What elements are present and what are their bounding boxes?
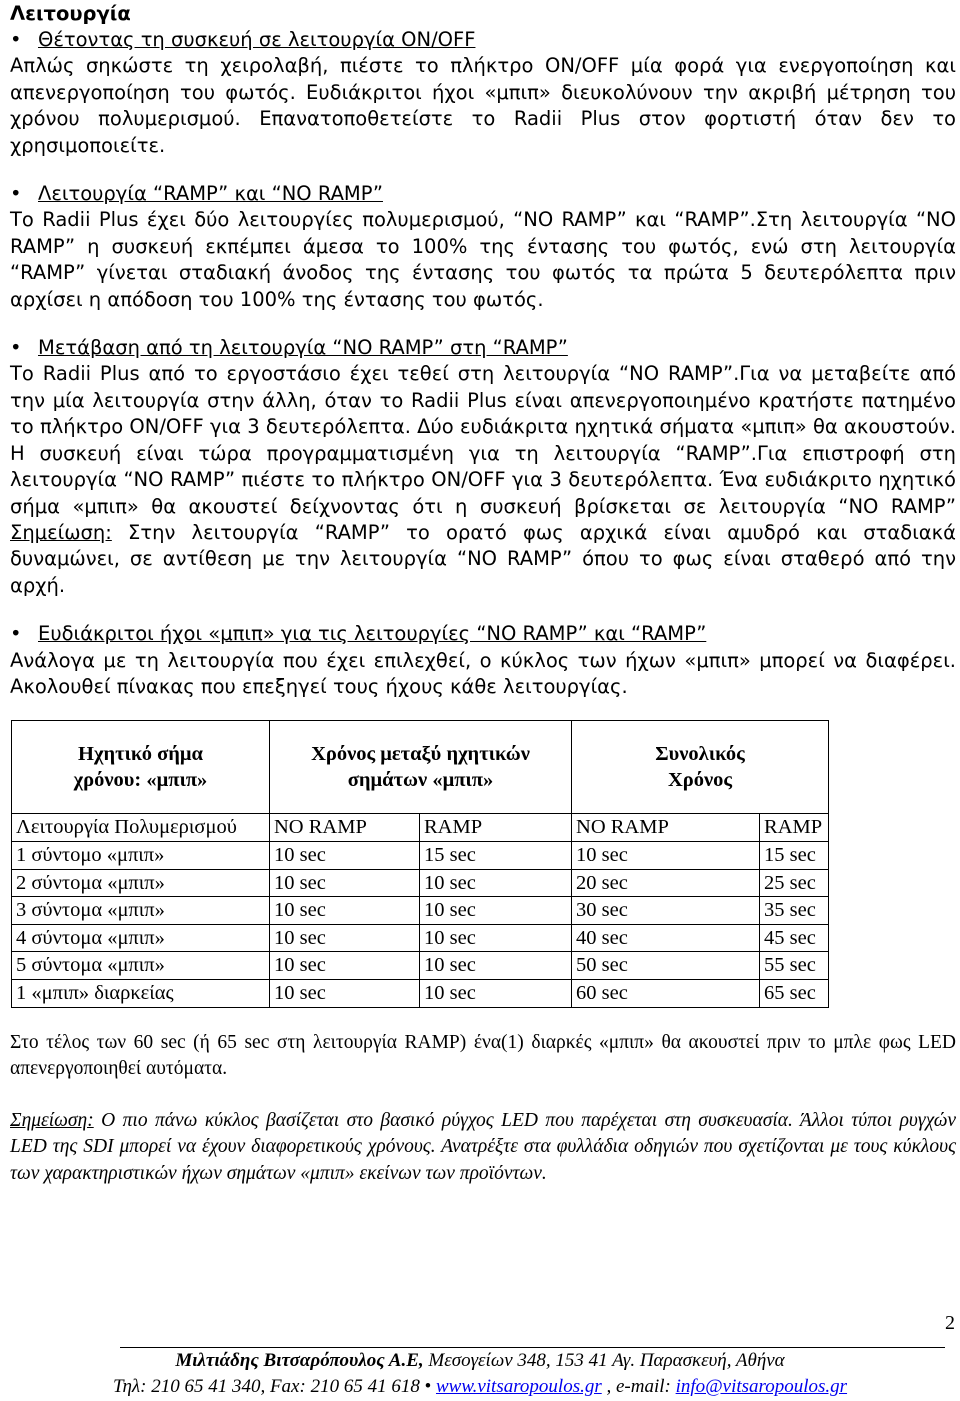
table-row <box>12 897 829 925</box>
table-cell: 15 sec <box>760 841 829 869</box>
switch-mode-heading: Μετάβαση από τη λειτουργία “NO RAMP” στη “RAMP” <box>38 336 568 360</box>
table-cell: 15 sec <box>420 841 572 869</box>
footer-email-label: , e-mail: <box>601 1376 676 1397</box>
footer-contacts <box>0 1376 960 1398</box>
footer-address <box>0 1350 960 1372</box>
switch-mode-text-a: Το Radii Plus από το εργοστάσιο έχει τεθεί στη λειτουργία “NO RAMP”.Για να μεταβείτε από την μία λειτουργία στην άλλη, όταν το Radii Plus είναι απενεργοποιημένο κρατήστε πατημένο το πλήκτρο ON/OFF για 3 δευτερόλεπτα. Δύο ευδιάκριτα ηχητικά σήματα «μπιπ» θα ακουστούν. Η συσκευή είναι τώρα προγραμματισμένη για τη λειτουργία “RAMP”.Για επιστροφή στη λειτουργία “NO RAMP” πιέστε το πλήκτρο ON/OFF για 3 δευτερόλεπτα. Ένα ευδιάκριτο ηχητικό σήμα «μπιπ» θα ακουστεί δείχνοντας ότι η συσκευή βρίσκεται σε λειτουργία “NO RAMP” <box>10 362 956 518</box>
footer-address-text: Μεσογείων 348, 153 41 Αγ. Παρασκευή, Αθήνα <box>423 1350 785 1371</box>
footer-divider <box>120 1347 945 1348</box>
table-cell: 4 σύντομα «μπιπ» <box>12 924 270 952</box>
onoff-heading: Θέτοντας τη συσκευή σε λειτουργία ON/OFF <box>38 28 476 51</box>
beeps-body: Ανάλογα με τη λειτουργία που έχει επιλεχθεί, ο κύκλος των ήχων «μπιπ» μπορεί να διαφέρει. Ακολουθεί πίνακας που επεξηγεί τους ήχους κάθε λειτουργίας. <box>10 648 956 698</box>
table-cell: 50 sec <box>572 952 760 980</box>
bullet-marker: • <box>10 182 22 206</box>
note-paragraph <box>10 1108 956 1188</box>
bullet-marker: • <box>10 622 22 646</box>
table-cell: 10 sec <box>420 924 572 952</box>
beeps-heading: Ευδιάκριτοι ήχοι «μπιπ» για τις λειτουργίες “NO RAMP” και “RAMP” <box>38 622 707 646</box>
table-cell: 10 sec <box>420 869 572 897</box>
bullet-onoff <box>10 27 956 53</box>
table-cell: 10 sec <box>420 952 572 980</box>
table-cell: 3 σύντομα «μπιπ» <box>12 897 270 925</box>
table-cell: 10 sec <box>270 841 420 869</box>
table-cell: 2 σύντομα «μπιπ» <box>12 869 270 897</box>
table-cell: 35 sec <box>760 897 829 925</box>
table-row <box>12 979 829 1007</box>
table-cell: 40 sec <box>572 924 760 952</box>
page-number: 2 <box>945 1312 955 1334</box>
bullet-beeps <box>10 621 956 647</box>
switch-mode-note-label: Σημείωση: <box>10 520 112 544</box>
bullet-marker: • <box>10 28 22 51</box>
email-link[interactable]: info@vitsaropoulos.gr <box>675 1376 848 1397</box>
table-cell: RAMP <box>760 814 829 842</box>
footer-company: Μιλτιάδης Βιτσαρόπουλος Α.Ε, <box>175 1350 424 1371</box>
table-cell: 10 sec <box>572 841 760 869</box>
switch-mode-text-b: Στην λειτουργία “RAMP” το ορατό φως αρχικά είναι αμυδρό και σταδιακά δυναμώνει, σε αντίθεση με την λειτουργία “NO RAMP” όπου το φως είναι σταθερό από την αρχή. <box>10 520 956 597</box>
table-header-total: Συνολικός Χρόνος <box>572 721 829 814</box>
table-header-beep: Ηχητικό σήμα χρόνου: «μπιπ» <box>12 721 270 814</box>
switch-mode-body <box>10 361 956 599</box>
table-header-interval: Χρόνος μεταξύ ηχητικών σημάτων «μπιπ» <box>270 721 572 814</box>
table-cell: 10 sec <box>270 979 420 1007</box>
footer-phone: Τηλ: 210 65 41 340, Fax: 210 65 41 618 <box>112 1376 425 1397</box>
table-cell: 10 sec <box>270 897 420 925</box>
table-row <box>12 841 829 869</box>
section-title: Λειτουργία <box>10 2 131 25</box>
table-cell: RAMP <box>420 814 572 842</box>
table-row <box>12 952 829 980</box>
bullet-switch-mode <box>10 335 956 361</box>
note-body: Ο πιο πάνω κύκλος βασίζεται στο βασικό ρύγχος LED που παρέχεται στη συσκευασία. Άλλοι τύποι ρυγχών LED της SDI μπορεί να έχουν διαφορετικούς χρόνους. Ανατρέξτε στα φυλλάδια οδηγιών που σχετίζονται με τους κύκλους των χαρακτηριστικών ήχων σημάτων «μπιπ» εκείνων των προϊόντων. <box>10 1109 956 1184</box>
table-cell: 30 sec <box>572 897 760 925</box>
table-cell: 60 sec <box>572 979 760 1007</box>
table-cell: 10 sec <box>270 952 420 980</box>
table-cell: NO RAMP <box>572 814 760 842</box>
table-cell: 65 sec <box>760 979 829 1007</box>
ramp-modes-heading: Λειτουργία “RAMP” και “NO RAMP” <box>38 182 383 206</box>
table-cell: 10 sec <box>420 897 572 925</box>
bullet-ramp-modes <box>10 181 956 207</box>
table-cell: 55 sec <box>760 952 829 980</box>
footer-bullet: • <box>424 1376 432 1397</box>
table-row <box>12 924 829 952</box>
onoff-body: Απλώς σηκώστε τη χειρολαβή, πιέστε το πλήκτρο ON/OFF μία φορά για ενεργοποίηση και απενεργοποίηση του φωτός. Ευδιάκριτοι ήχοι «μπιπ» διευκολύνουν την ακριβή μέτρηση του χρόνου πολυμερισμού. Επανατοποθετείστε το Radii Plus στον φορτιστή όταν δεν το χρησιμοποιείτε. <box>10 54 956 157</box>
table-cell: NO RAMP <box>270 814 420 842</box>
document-page <box>10 0 956 1187</box>
table-cell: Λειτουργία Πολυμερισμού <box>12 814 270 842</box>
ramp-modes-body: Το Radii Plus έχει δύο λειτουργίες πολυμερισμού, “NO RAMP” και “RAMP”.Στη λειτουργία “NO RAMP” η συσκευή εκπέμπει άμεσα το 100% της έντασης του φωτός, ενώ στη λειτουργία “RAMP” γίνεται σταδιακή άνοδος της έντασης του φωτός τα πρώτα 5 δευτερόλεπτα πριν αρχίσει η απόδοση του 100% της έντασης του φωτός. <box>10 208 956 311</box>
note-label: Σημείωση: <box>10 1109 94 1131</box>
table-header-row <box>12 721 829 814</box>
table-cell: 10 sec <box>270 869 420 897</box>
table-row <box>12 869 829 897</box>
table-cell: 45 sec <box>760 924 829 952</box>
beep-cycle-table <box>11 720 829 1007</box>
table-cell: 1 σύντομο «μπιπ» <box>12 841 270 869</box>
table-cell: 1 «μπιπ» διαρκείας <box>12 979 270 1007</box>
table-subheader-row <box>12 814 829 842</box>
website-link[interactable]: www.vitsaropoulos.gr <box>435 1376 602 1397</box>
table-cell: 5 σύντομα «μπιπ» <box>12 952 270 980</box>
bullet-marker: • <box>10 336 22 360</box>
table-cell: 10 sec <box>420 979 572 1007</box>
table-cell: 25 sec <box>760 869 829 897</box>
table-cell: 10 sec <box>270 924 420 952</box>
table-cell: 20 sec <box>572 869 760 897</box>
after-table-text: Στο τέλος των 60 sec (ή 65 sec στη λειτουργία RAMP) ένα(1) διαρκές «μπιπ» θα ακουστεί πριν το μπλε φως LED απενεργοποιηθεί αυτόματα. <box>10 1031 956 1080</box>
